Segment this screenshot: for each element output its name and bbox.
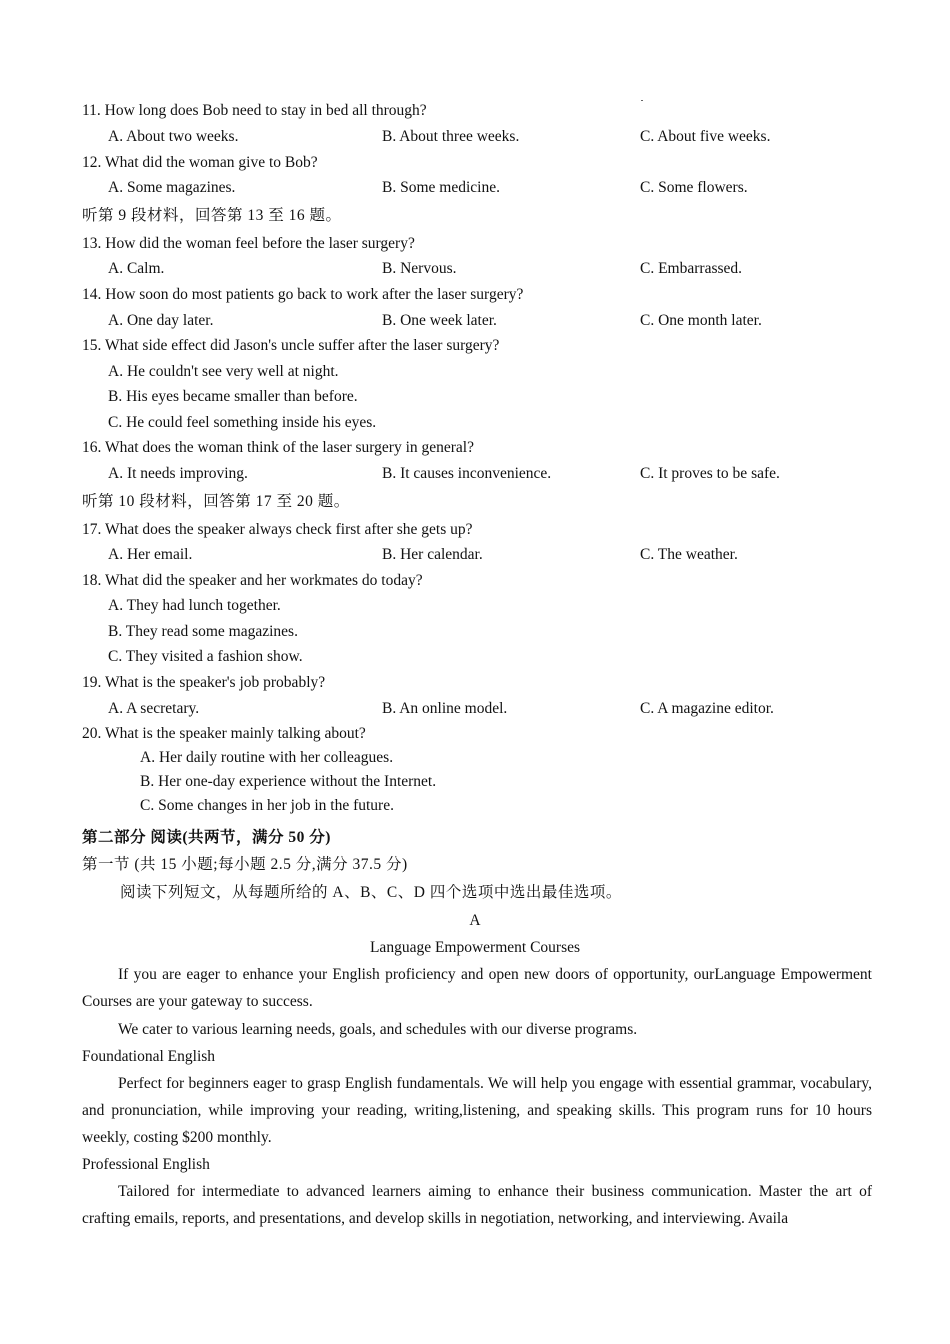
passage-title: Language Empowerment Courses xyxy=(369,939,581,956)
option-a: A. Calm. xyxy=(108,260,165,277)
question-12: 12. What did the woman give to Bob? xyxy=(82,154,318,171)
passage-paragraph: Tailored for intermediate to advanced learners aiming to enhance their business communication. Master the art of crafting emails, reports, and presentations, and develop skills in negotiation, networking, and interviewing. Availa xyxy=(82,1183,872,1227)
option-a: A. One day later. xyxy=(108,312,214,329)
question-18: 18. What did the speaker and her workmates do today? xyxy=(82,572,423,589)
question-17: 17. What does the speaker always check first after she gets up? xyxy=(82,521,473,538)
option-b: B. Nervous. xyxy=(382,260,457,277)
option-c: C. A magazine editor. xyxy=(640,700,774,717)
option-b: B. His eyes became smaller than before. xyxy=(108,388,358,405)
option-a: A. Her daily routine with her colleagues. xyxy=(140,749,394,766)
option-c: C. They visited a fashion show. xyxy=(108,648,303,665)
question-15: 15. What side effect did Jason's uncle suffer after the laser surgery? xyxy=(82,337,500,354)
option-c: C. The weather. xyxy=(640,546,738,563)
part-two-title: 第二部分 阅读(共两节，满分 50 分) xyxy=(82,829,331,846)
option-c: C. It proves to be safe. xyxy=(640,465,780,482)
passage-paragraph: Perfect for beginners eager to grasp English fundamentals. We will help you engage with essential grammar, vocabulary, and pronunciation, while improving your reading, writing,listening, and speaking skills. This program runs for 10 hours weekly, costing $200 monthly. xyxy=(82,1075,872,1146)
section-one-title: 第一节 (共 15 小题;每小题 2.5 分,满分 37.5 分) xyxy=(82,856,408,873)
option-c: C. About five weeks. xyxy=(640,128,771,145)
option-c: C. Some flowers. xyxy=(640,179,748,196)
passage-paragraph: We cater to various learning needs, goals, and schedules with our diverse programs. xyxy=(118,1021,638,1038)
course-heading: Professional English xyxy=(82,1156,210,1173)
question-19: 19. What is the speaker's job probably? xyxy=(82,674,326,691)
option-b: B. An online model. xyxy=(382,700,508,717)
option-c: C. Embarrassed. xyxy=(640,260,743,277)
question-13: 13. How did the woman feel before the laser surgery? xyxy=(82,235,415,252)
passage-paragraph: If you are eager to enhance your English proficiency and open new doors of opportunity, ourLanguage Empowerment Courses are your gateway to success. xyxy=(82,966,872,1010)
option-c: C. Some changes in her job in the future. xyxy=(140,797,394,814)
option-b: B. Her calendar. xyxy=(382,546,483,563)
question-16: 16. What does the woman think of the laser surgery in general? xyxy=(82,439,474,456)
option-a: A. A secretary. xyxy=(108,700,200,717)
option-a: A. They had lunch together. xyxy=(108,597,281,614)
instruction-section-9: 听第 9 段材料，回答第 13 至 16 题。 xyxy=(82,207,342,224)
reading-instruction: 阅读下列短文，从每题所给的 A、B、C、D 四个选项中选出最佳选项。 xyxy=(120,884,622,901)
option-a: A. It needs improving. xyxy=(108,465,248,482)
option-a: A. Some magazines. xyxy=(108,179,236,196)
stray-mark xyxy=(641,100,643,101)
option-b: B. They read some magazines. xyxy=(108,623,298,640)
option-b: B. Some medicine. xyxy=(382,179,500,196)
passage-letter: A xyxy=(469,912,481,929)
question-11: 11. How long does Bob need to stay in bed all through? xyxy=(82,102,427,119)
option-b: B. Her one-day experience without the Internet. xyxy=(140,773,437,790)
option-b: B. About three weeks. xyxy=(382,128,520,145)
question-14: 14. How soon do most patients go back to work after the laser surgery? xyxy=(82,286,524,303)
option-a: A. He couldn't see very well at night. xyxy=(108,363,339,380)
option-b: B. It causes inconvenience. xyxy=(382,465,552,482)
instruction-section-10: 听第 10 段材料，回答第 17 至 20 题。 xyxy=(82,493,350,510)
course-heading: Foundational English xyxy=(82,1048,216,1065)
option-a: A. Her email. xyxy=(108,546,193,563)
option-b: B. One week later. xyxy=(382,312,497,329)
option-c: C. He could feel something inside his eyes. xyxy=(108,414,377,431)
question-20: 20. What is the speaker mainly talking about? xyxy=(82,725,366,742)
option-a: A. About two weeks. xyxy=(108,128,239,145)
option-c: C. One month later. xyxy=(640,312,762,329)
